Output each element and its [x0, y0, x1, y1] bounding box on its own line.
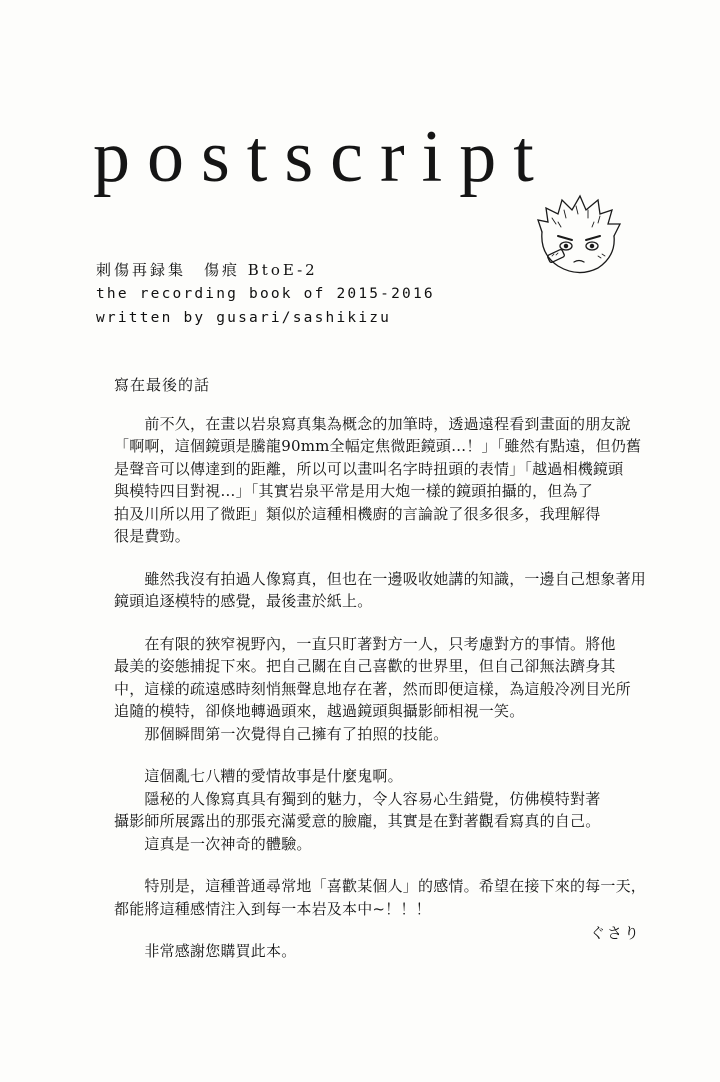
text-line: 「啊啊，這個鏡頭是騰龍90mm全幅定焦微距鏡頭…！」「雖然有點遠，但仍舊: [114, 437, 642, 455]
book-info: [96, 258, 435, 330]
text-line: 前不久，在畫以岩泉寫真集為概念的加筆時，透過遠程看到畫面的朋友說: [114, 414, 631, 433]
text-line: 是聲音可以傳達到的距離，所以可以畫叫名字時扭頭的表情」「越過相機鏡頭: [114, 459, 624, 478]
paragraph: [114, 568, 674, 613]
text-line: 這個亂七八糟的愛情故事是什麼鬼啊。: [114, 767, 403, 785]
afterword-heading: 寫在最後的話: [114, 376, 211, 394]
text-line: 鏡頭追逐模特的感覺，最後畫於紙上。: [114, 592, 373, 610]
text-line: 最美的姿態捕捉下來。把自己關在自己喜歡的世界里，但自己卻無法躋身其: [114, 657, 616, 675]
text-line: 很是費勁。: [114, 527, 191, 545]
chibi-character-sketch: [528, 182, 628, 282]
text-line: 中，這樣的疏遠感時刻悄無聲息地存在著，然而即便這樣，為這般冷冽目光所: [114, 679, 631, 698]
page-title: postscript: [93, 116, 551, 198]
paragraph: [114, 765, 674, 855]
text-line: 這真是一次神奇的體驗。: [114, 834, 312, 853]
text-line: 追隨的模特，卻倏地轉過頭來，越過鏡頭與攝影師相視一笑。: [114, 702, 525, 720]
paragraph: [114, 940, 674, 963]
text-line: 特別是，這種普通尋常地「喜歡某個人」的感情。希望在接下來的每一天，: [114, 877, 647, 895]
text-line: 攝影師所展露出的那張充滿愛意的臉龐，其實是在對著觀看寫真的自己。: [114, 812, 601, 830]
text-line: 與模特四目對視…」「其實岩泉平常是用大炮一樣的鏡頭拍攝的，但為了: [114, 482, 593, 500]
text-line: 在有限的狹窄視野內，一直只盯著對方一人，只考慮對方的事情。將他: [114, 634, 616, 653]
recording-line: the recording book of 2015-2016: [96, 286, 435, 302]
text-line: 拍及川所以用了微距」類似於這種相機廚的言論說了很多很多，我理解得: [114, 504, 601, 523]
text-line: 那個瞬間第一次覺得自己擁有了拍照的技能。: [114, 724, 449, 743]
text-line: 非常感謝您購買此本。: [114, 942, 297, 960]
paragraph: [114, 875, 674, 920]
author-signature: ぐさり: [590, 924, 642, 942]
author-line: written by gusari/sashikizu: [96, 310, 392, 326]
text-line: 雖然我沒有拍過人像寫真，但也在一邊吸收她講的知識，一邊自己想象著用: [114, 569, 647, 588]
series-line: 刺傷再録集 傷痕 BtoE-2: [96, 261, 318, 279]
paragraph: [114, 413, 674, 548]
text-line: 都能將這種感情注入到每一本岩及本中~！！！: [114, 899, 431, 918]
paragraph: [114, 633, 674, 746]
afterword-body: [114, 374, 674, 983]
text-line: 隱秘的人像寫真具有獨到的魅力，令人容易心生錯覺，仿佛模特對著: [114, 789, 601, 808]
